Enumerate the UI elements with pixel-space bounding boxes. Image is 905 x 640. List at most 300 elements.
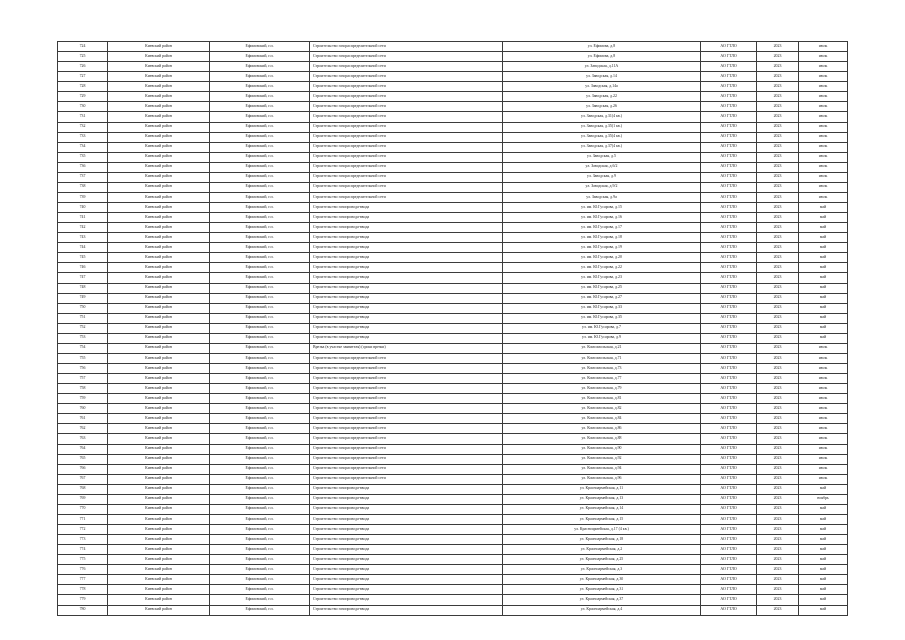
district-cell: Киевский район: [108, 132, 210, 142]
organization-cell: АО ГТЛО: [701, 414, 757, 424]
year-cell: 2023: [757, 525, 799, 535]
year-cell: 2023: [757, 514, 799, 524]
organization-cell: АО ГТЛО: [701, 504, 757, 514]
row-number-cell: 771: [58, 514, 108, 524]
year-cell: 2023: [757, 474, 799, 484]
work-type-cell: Строительство газопровода-ввода: [310, 555, 503, 565]
organization-cell: АО ГТЛО: [701, 545, 757, 555]
settlement-cell: Ефимовский, г.п.: [210, 122, 310, 132]
organization-cell: АО ГТЛО: [701, 313, 757, 323]
work-type-cell: Строительство газораспределительной сети: [310, 142, 503, 152]
district-cell: Киевский район: [108, 474, 210, 484]
settlement-cell: Ефимовский, г.п.: [210, 42, 310, 52]
settlement-cell: Ефимовский, г.п.: [210, 203, 310, 213]
month-cell: май: [799, 313, 848, 323]
organization-cell: АО ГТЛО: [701, 102, 757, 112]
organization-cell: АО ГТЛО: [701, 203, 757, 213]
address-cell: ул. Комсомольская, д.79: [503, 384, 701, 394]
table-row: [58, 132, 848, 142]
settlement-cell: Ефимовский, г.п.: [210, 384, 310, 394]
organization-cell: АО ГТЛО: [701, 42, 757, 52]
month-cell: май: [799, 585, 848, 595]
row-number-cell: 761: [58, 414, 108, 424]
year-cell: 2023: [757, 434, 799, 444]
organization-cell: АО ГТЛО: [701, 303, 757, 313]
work-type-cell: Строительство газопровода-ввода: [310, 575, 503, 585]
work-type-cell: Строительство газораспределительной сети: [310, 353, 503, 363]
month-cell: май: [799, 273, 848, 283]
year-cell: 2023: [757, 353, 799, 363]
row-number-cell: 741: [58, 213, 108, 223]
settlement-cell: Ефимовский, г.п.: [210, 484, 310, 494]
address-cell: ул. Комсомольская, д.92: [503, 454, 701, 464]
work-type-cell: Строительство газораспределительной сети: [310, 424, 503, 434]
address-cell: ул. им. Ю.Гусарова, д.27: [503, 293, 701, 303]
organization-cell: АО ГТЛО: [701, 484, 757, 494]
work-type-cell: Строительство газопровода-ввода: [310, 595, 503, 605]
district-cell: Киевский район: [108, 364, 210, 374]
year-cell: 2023: [757, 162, 799, 172]
table-row: [58, 112, 848, 122]
district-cell: Киевский район: [108, 585, 210, 595]
month-cell: май: [799, 233, 848, 243]
address-cell: ул. Заводская, д.6/2: [503, 162, 701, 172]
district-cell: Киевский район: [108, 424, 210, 434]
district-cell: Киевский район: [108, 62, 210, 72]
table-row: [58, 565, 848, 575]
month-cell: июль: [799, 404, 848, 414]
row-number-cell: 725: [58, 52, 108, 62]
table-row: [58, 434, 848, 444]
month-cell: июль: [799, 102, 848, 112]
work-type-cell: Строительство газопровода-ввода: [310, 565, 503, 575]
year-cell: 2023: [757, 394, 799, 404]
work-type-cell: Строительство газопровода-ввода: [310, 504, 503, 514]
district-cell: Киевский район: [108, 152, 210, 162]
district-cell: Киевский район: [108, 504, 210, 514]
year-cell: 2023: [757, 444, 799, 454]
settlement-cell: Ефимовский, г.п.: [210, 313, 310, 323]
address-cell: ул. Красноармейская, д.15: [503, 514, 701, 524]
work-type-cell: Строительство газораспределительной сети: [310, 92, 503, 102]
year-cell: 2023: [757, 172, 799, 182]
organization-cell: АО ГТЛО: [701, 595, 757, 605]
settlement-cell: Ефимовский, г.п.: [210, 182, 310, 192]
organization-cell: АО ГТЛО: [701, 384, 757, 394]
settlement-cell: Ефимовский, г.п.: [210, 474, 310, 484]
month-cell: май: [799, 253, 848, 263]
settlement-cell: Ефимовский, г.п.: [210, 243, 310, 253]
work-type-cell: Строительство газораспределительной сети: [310, 384, 503, 394]
district-cell: Киевский район: [108, 494, 210, 504]
settlement-cell: Ефимовский, г.п.: [210, 504, 310, 514]
district-cell: Киевский район: [108, 72, 210, 82]
district-cell: Киевский район: [108, 575, 210, 585]
row-number-cell: 749: [58, 293, 108, 303]
settlement-cell: Ефимовский, г.п.: [210, 585, 310, 595]
district-cell: Киевский район: [108, 323, 210, 333]
district-cell: Киевский район: [108, 172, 210, 182]
table-row: [58, 142, 848, 152]
year-cell: 2023: [757, 182, 799, 192]
work-type-cell: Строительство газораспределительной сети: [310, 374, 503, 384]
table-row: [58, 82, 848, 92]
address-cell: ул. Заводская, д.5: [503, 152, 701, 162]
address-cell: ул. Красноармейская, д.13: [503, 494, 701, 504]
settlement-cell: Ефимовский, г.п.: [210, 92, 310, 102]
month-cell: май: [799, 243, 848, 253]
organization-cell: АО ГТЛО: [701, 152, 757, 162]
organization-cell: АО ГТЛО: [701, 263, 757, 273]
organization-cell: АО ГТЛО: [701, 474, 757, 484]
month-cell: июль: [799, 62, 848, 72]
year-cell: 2023: [757, 605, 799, 615]
month-cell: май: [799, 283, 848, 293]
table-row: [58, 484, 848, 494]
address-cell: ул. Комсомольская, д.71: [503, 353, 701, 363]
work-type-cell: Строительство газораспределительной сети: [310, 474, 503, 484]
month-cell: июль: [799, 343, 848, 353]
settlement-cell: Ефимовский, г.п.: [210, 595, 310, 605]
month-cell: июль: [799, 374, 848, 384]
table-row: [58, 414, 848, 424]
organization-cell: АО ГТЛО: [701, 162, 757, 172]
row-number-cell: 747: [58, 273, 108, 283]
organization-cell: АО ГТЛО: [701, 333, 757, 343]
month-cell: июль: [799, 42, 848, 52]
year-cell: 2023: [757, 494, 799, 504]
organization-cell: АО ГТЛО: [701, 555, 757, 565]
work-type-cell: Строительство газопровода-ввода: [310, 213, 503, 223]
table-row: [58, 545, 848, 555]
work-type-cell: Строительство газопровода-ввода: [310, 203, 503, 213]
settlement-cell: Ефимовский, г.п.: [210, 223, 310, 233]
address-cell: ул. им. Ю.Гусарова, д.7: [503, 323, 701, 333]
row-number-cell: 770: [58, 504, 108, 514]
year-cell: 2023: [757, 424, 799, 434]
district-cell: Киевский район: [108, 82, 210, 92]
district-cell: Киевский район: [108, 444, 210, 454]
address-cell: ул. Комсомольская, д.84: [503, 414, 701, 424]
work-type-cell: Строительство газораспределительной сети: [310, 414, 503, 424]
settlement-cell: Ефимовский, г.п.: [210, 333, 310, 343]
settlement-cell: Ефимовский, г.п.: [210, 414, 310, 424]
work-type-cell: Врезка (в участке заявителя) (сроки врезки): [310, 343, 503, 353]
year-cell: 2023: [757, 323, 799, 333]
organization-cell: АО ГТЛО: [701, 585, 757, 595]
district-cell: Киевский район: [108, 162, 210, 172]
year-cell: 2023: [757, 52, 799, 62]
settlement-cell: Ефимовский, г.п.: [210, 263, 310, 273]
row-number-cell: 755: [58, 353, 108, 363]
address-cell: ул. Красноармейская, д.3: [503, 565, 701, 575]
organization-cell: АО ГТЛО: [701, 62, 757, 72]
month-cell: июль: [799, 172, 848, 182]
settlement-cell: Ефимовский, г.п.: [210, 494, 310, 504]
address-cell: ул. им. Ю.Гусарова, д.19: [503, 243, 701, 253]
organization-cell: АО ГТЛО: [701, 434, 757, 444]
year-cell: 2023: [757, 122, 799, 132]
address-cell: ул. Заводская, д.26: [503, 102, 701, 112]
row-number-cell: 729: [58, 92, 108, 102]
month-cell: май: [799, 514, 848, 524]
table-row: [58, 52, 848, 62]
address-cell: ул. Красноармейская, д.25: [503, 555, 701, 565]
work-type-cell: Строительство газопровода-ввода: [310, 494, 503, 504]
year-cell: 2023: [757, 273, 799, 283]
table-row: [58, 203, 848, 213]
address-cell: ул. им. Ю.Гусарова, д.35: [503, 313, 701, 323]
work-type-cell: Строительство газопровода-ввода: [310, 303, 503, 313]
year-cell: 2023: [757, 414, 799, 424]
address-cell: ул. Красноармейская, д.18: [503, 535, 701, 545]
district-cell: Киевский район: [108, 464, 210, 474]
address-cell: ул. Красноармейская, д.31: [503, 585, 701, 595]
table-row: [58, 454, 848, 464]
year-cell: 2023: [757, 112, 799, 122]
district-cell: Киевский район: [108, 605, 210, 615]
district-cell: Киевский район: [108, 42, 210, 52]
address-cell: ул. Красноармейская, д.17 (4 кв.): [503, 525, 701, 535]
month-cell: июль: [799, 162, 848, 172]
organization-cell: АО ГТЛО: [701, 233, 757, 243]
work-type-cell: Строительство газопровода-ввода: [310, 223, 503, 233]
work-type-cell: Строительство газопровода-ввода: [310, 323, 503, 333]
row-number-cell: 736: [58, 162, 108, 172]
settlement-cell: Ефимовский, г.п.: [210, 514, 310, 524]
district-cell: Киевский район: [108, 233, 210, 243]
month-cell: июль: [799, 414, 848, 424]
year-cell: 2023: [757, 102, 799, 112]
table-row: [58, 424, 848, 434]
settlement-cell: Ефимовский, г.п.: [210, 62, 310, 72]
settlement-cell: Ефимовский, г.п.: [210, 555, 310, 565]
district-cell: Киевский район: [108, 545, 210, 555]
table-row: [58, 92, 848, 102]
address-cell: ул. им. Ю.Гусарова, д.23: [503, 273, 701, 283]
address-cell: ул. Красноармейская, д.2: [503, 545, 701, 555]
work-type-cell: Строительство газопровода-ввода: [310, 605, 503, 615]
organization-cell: АО ГТЛО: [701, 142, 757, 152]
settlement-cell: Ефимовский, г.п.: [210, 353, 310, 363]
address-cell: ул. Красноармейская, д.30: [503, 575, 701, 585]
district-cell: Киевский район: [108, 394, 210, 404]
district-cell: Киевский район: [108, 223, 210, 233]
address-cell: ул. Комсомольская, д.21: [503, 343, 701, 353]
work-type-cell: Строительство газораспределительной сети: [310, 364, 503, 374]
month-cell: май: [799, 535, 848, 545]
organization-cell: АО ГТЛО: [701, 223, 757, 233]
year-cell: 2023: [757, 374, 799, 384]
work-type-cell: Строительство газопровода-ввода: [310, 253, 503, 263]
month-cell: июль: [799, 112, 848, 122]
year-cell: 2023: [757, 364, 799, 374]
address-cell: ул. Заводская, д.31(4 кв.): [503, 112, 701, 122]
year-cell: 2023: [757, 92, 799, 102]
settlement-cell: Ефимовский, г.п.: [210, 323, 310, 333]
table-row: [58, 62, 848, 72]
month-cell: ноябрь: [799, 494, 848, 504]
year-cell: 2023: [757, 404, 799, 414]
district-cell: Киевский район: [108, 514, 210, 524]
work-type-cell: Строительство газораспределительной сети: [310, 72, 503, 82]
table-row: [58, 273, 848, 283]
year-cell: 2023: [757, 213, 799, 223]
settlement-cell: Ефимовский, г.п.: [210, 605, 310, 615]
organization-cell: АО ГТЛО: [701, 172, 757, 182]
year-cell: 2023: [757, 343, 799, 353]
settlement-cell: Ефимовский, г.п.: [210, 303, 310, 313]
organization-cell: АО ГТЛО: [701, 353, 757, 363]
settlement-cell: Ефимовский, г.п.: [210, 374, 310, 384]
organization-cell: АО ГТЛО: [701, 92, 757, 102]
month-cell: май: [799, 303, 848, 313]
row-number-cell: 745: [58, 253, 108, 263]
year-cell: 2023: [757, 72, 799, 82]
year-cell: 2023: [757, 504, 799, 514]
table-row: [58, 263, 848, 273]
row-number-cell: 758: [58, 384, 108, 394]
row-number-cell: 762: [58, 424, 108, 434]
work-type-cell: Строительство газопровода-ввода: [310, 333, 503, 343]
year-cell: 2023: [757, 293, 799, 303]
address-cell: ул. Заводская, д.9/2: [503, 182, 701, 192]
month-cell: май: [799, 575, 848, 585]
year-cell: 2023: [757, 555, 799, 565]
work-type-cell: Строительство газораспределительной сети: [310, 162, 503, 172]
work-type-cell: Строительство газопровода-ввода: [310, 525, 503, 535]
month-cell: май: [799, 213, 848, 223]
year-cell: 2023: [757, 575, 799, 585]
work-type-cell: Строительство газораспределительной сети: [310, 404, 503, 414]
settlement-cell: Ефимовский, г.п.: [210, 565, 310, 575]
address-cell: ул. Комсомольская, д.90: [503, 444, 701, 454]
district-cell: Киевский район: [108, 555, 210, 565]
year-cell: 2023: [757, 565, 799, 575]
year-cell: 2023: [757, 42, 799, 52]
month-cell: июль: [799, 52, 848, 62]
work-type-cell: Строительство газораспределительной сети: [310, 122, 503, 132]
work-type-cell: Строительство газораспределительной сети: [310, 464, 503, 474]
row-number-cell: 773: [58, 535, 108, 545]
work-type-cell: Строительство газораспределительной сети: [310, 182, 503, 192]
row-number-cell: 737: [58, 172, 108, 182]
month-cell: июль: [799, 92, 848, 102]
year-cell: 2023: [757, 82, 799, 92]
address-cell: ул. им. Ю.Гусарова, д.16: [503, 213, 701, 223]
year-cell: 2023: [757, 142, 799, 152]
settlement-cell: Ефимовский, г.п.: [210, 273, 310, 283]
district-cell: Киевский район: [108, 333, 210, 343]
address-cell: ул. Ефимова, д.8: [503, 52, 701, 62]
address-cell: ул. им. Ю.Гусарова, д.17: [503, 223, 701, 233]
table-row: [58, 605, 848, 615]
month-cell: июль: [799, 132, 848, 142]
district-cell: Киевский район: [108, 454, 210, 464]
row-number-cell: 733: [58, 132, 108, 142]
district-cell: Киевский район: [108, 595, 210, 605]
organization-cell: АО ГТЛО: [701, 323, 757, 333]
month-cell: май: [799, 484, 848, 494]
table-row: [58, 192, 848, 202]
organization-cell: АО ГТЛО: [701, 394, 757, 404]
organization-cell: АО ГТЛО: [701, 464, 757, 474]
row-number-cell: 766: [58, 464, 108, 474]
district-cell: Киевский район: [108, 112, 210, 122]
row-number-cell: 739: [58, 192, 108, 202]
table-row: [58, 514, 848, 524]
table-row: [58, 72, 848, 82]
year-cell: 2023: [757, 454, 799, 464]
district-cell: Киевский район: [108, 525, 210, 535]
table-body: [58, 42, 848, 616]
district-cell: Киевский район: [108, 92, 210, 102]
row-number-cell: 780: [58, 605, 108, 615]
table-row: [58, 494, 848, 504]
month-cell: июль: [799, 474, 848, 484]
settlement-cell: Ефимовский, г.п.: [210, 535, 310, 545]
settlement-cell: Ефимовский, г.п.: [210, 192, 310, 202]
organization-cell: АО ГТЛО: [701, 364, 757, 374]
work-type-cell: Строительство газораспределительной сети: [310, 454, 503, 464]
organization-cell: АО ГТЛО: [701, 182, 757, 192]
work-type-cell: Строительство газораспределительной сети: [310, 444, 503, 454]
row-number-cell: 735: [58, 152, 108, 162]
row-number-cell: 753: [58, 333, 108, 343]
address-cell: ул. Комсомольская, д.82: [503, 404, 701, 414]
month-cell: июль: [799, 182, 848, 192]
row-number-cell: 746: [58, 263, 108, 273]
year-cell: 2023: [757, 283, 799, 293]
address-cell: ул. им. Ю.Гусарова, д.33: [503, 303, 701, 313]
row-number-cell: 728: [58, 82, 108, 92]
district-cell: Киевский район: [108, 414, 210, 424]
address-cell: ул. Заводская, д.14а: [503, 82, 701, 92]
district-cell: Киевский район: [108, 142, 210, 152]
work-type-cell: Строительство газораспределительной сети: [310, 172, 503, 182]
table-row: [58, 172, 848, 182]
work-type-cell: Строительство газораспределительной сети: [310, 192, 503, 202]
year-cell: 2023: [757, 595, 799, 605]
year-cell: 2023: [757, 233, 799, 243]
year-cell: 2023: [757, 192, 799, 202]
settlement-cell: Ефимовский, г.п.: [210, 172, 310, 182]
district-cell: Киевский район: [108, 122, 210, 132]
settlement-cell: Ефимовский, г.п.: [210, 545, 310, 555]
work-type-cell: Строительство газопровода-ввода: [310, 283, 503, 293]
year-cell: 2023: [757, 484, 799, 494]
address-cell: ул. Ефимова, д.8: [503, 42, 701, 52]
district-cell: Киевский район: [108, 374, 210, 384]
row-number-cell: 769: [58, 494, 108, 504]
row-number-cell: 727: [58, 72, 108, 82]
year-cell: 2023: [757, 384, 799, 394]
settlement-cell: Ефимовский, г.п.: [210, 343, 310, 353]
table-row: [58, 243, 848, 253]
organization-cell: АО ГТЛО: [701, 494, 757, 504]
organization-cell: АО ГТЛО: [701, 283, 757, 293]
year-cell: 2023: [757, 263, 799, 273]
district-cell: Киевский район: [108, 52, 210, 62]
month-cell: май: [799, 525, 848, 535]
district-cell: Киевский район: [108, 273, 210, 283]
year-cell: 2023: [757, 535, 799, 545]
settlement-cell: Ефимовский, г.п.: [210, 253, 310, 263]
table-row: [58, 384, 848, 394]
organization-cell: АО ГТЛО: [701, 243, 757, 253]
table-row: [58, 444, 848, 454]
settlement-cell: Ефимовский, г.п.: [210, 283, 310, 293]
